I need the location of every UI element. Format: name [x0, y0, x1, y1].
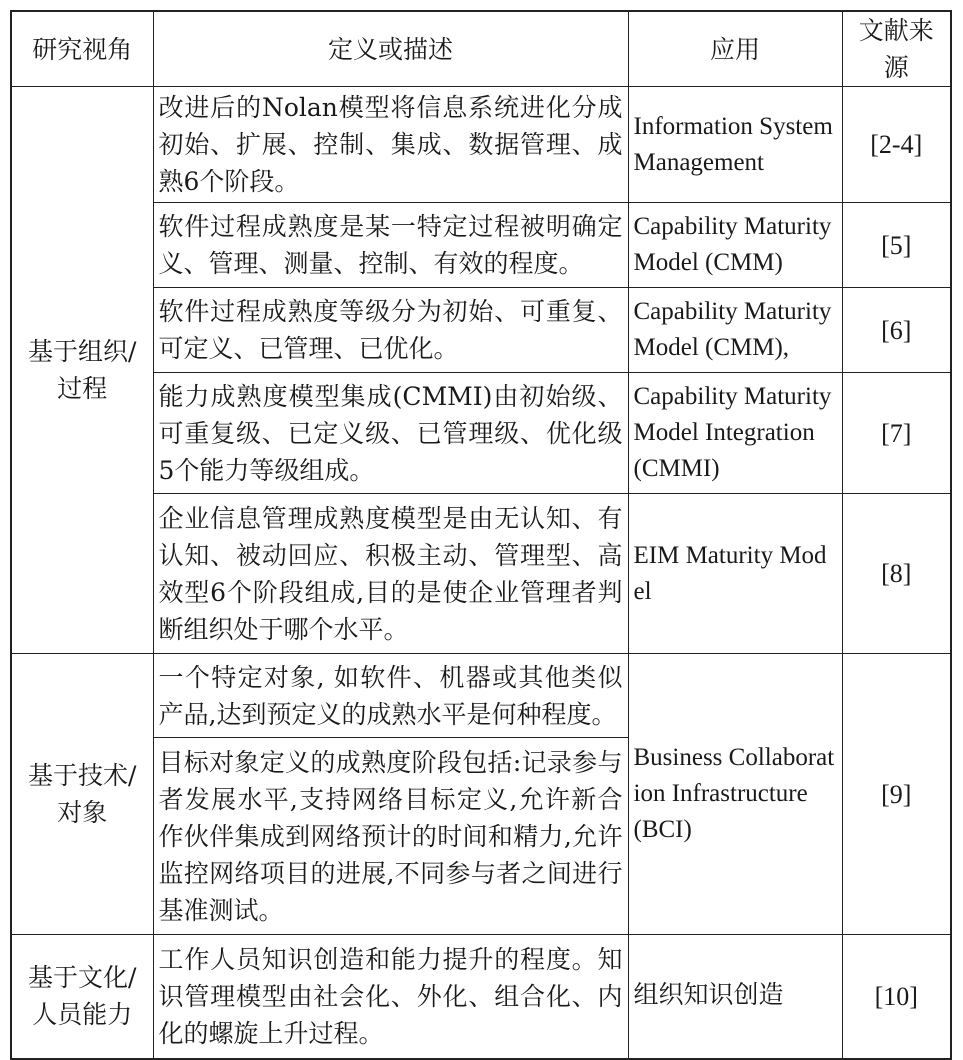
- reference-cell: [2-4]: [842, 87, 951, 203]
- reference-cell: [6]: [842, 288, 951, 373]
- application-cell: Capability Maturity Model (CMM): [628, 203, 842, 288]
- application-cell: Capability Maturity Model Integration (CMMI): [628, 373, 842, 494]
- header-perspective: 研究视角: [11, 11, 153, 87]
- definition-cell: 企业信息管理成熟度模型是由无认知、有认知、被动回应、积极主动、管理型、高效型6个阶段组成,目的是使企业管理者判断组织处于哪个水平。: [153, 494, 628, 654]
- perspective-line: 基于技术/: [28, 761, 137, 790]
- application-cell: EIM Maturity Model: [628, 494, 842, 654]
- definition-cell: 一个特定对象, 如软件、机器或其他类似产品,达到预定义的成熟水平是何种程度。: [153, 654, 628, 738]
- definition-cell: 软件过程成熟度等级分为初始、可重复、可定义、已管理、已优化。: [153, 288, 628, 373]
- header-application: 应用: [628, 11, 842, 87]
- header-reference: 文献来源: [842, 11, 951, 87]
- table-row: [11, 87, 951, 203]
- definition-cell: 软件过程成熟度是某一特定过程被明确定义、管理、测量、控制、有效的程度。: [153, 203, 628, 288]
- reference-cell: [7]: [842, 373, 951, 494]
- perspective-cell-technology: [11, 654, 153, 935]
- application-cell: Capability Maturity Model (CMM),: [628, 288, 842, 373]
- perspective-line: 对象: [57, 798, 108, 827]
- perspective-line: 基于文化/: [28, 963, 137, 993]
- perspective-cell-culture: [11, 935, 153, 1059]
- table-row: [11, 654, 951, 738]
- header-definition: 定义或描述: [153, 11, 628, 87]
- header-row: [11, 11, 951, 87]
- literature-review-table: [10, 10, 952, 1060]
- perspective-cell-organization: [11, 87, 153, 654]
- perspective-line: 人员能力: [32, 1000, 133, 1030]
- definition-cell: 能力成熟度模型集成(CMMI)由初始级、可重复级、已定义级、已管理级、优化级5个能力等级组成。: [153, 373, 628, 494]
- application-cell: 组织知识创造: [628, 935, 842, 1059]
- definition-cell: 改进后的Nolan模型将信息系统进化分成初始、扩展、控制、集成、数据管理、成熟6个阶段。: [153, 87, 628, 203]
- reference-cell: [5]: [842, 203, 951, 288]
- perspective-line: 基于组织/: [28, 337, 137, 366]
- definition-cell: 工作人员知识创造和能力提升的程度。知识管理模型由社会化、外化、组合化、内化的螺旋上升过程。: [153, 935, 628, 1059]
- application-cell: Information System Management: [628, 87, 842, 203]
- perspective-line: 过程: [57, 374, 108, 403]
- definition-cell: 目标对象定义的成熟度阶段包括:记录参与者发展水平,支持网络目标定义,允许新合作伙伴集成到网络预计的时间和精力,允许监控网络项目的进展,不同参与者之间进行基准测试。: [153, 738, 628, 935]
- reference-cell: [10]: [842, 935, 951, 1059]
- reference-cell: [9]: [842, 654, 951, 935]
- application-cell: Business Collaboration Infrastructure (BCI): [628, 654, 842, 935]
- table-row: [11, 935, 951, 1059]
- reference-cell: [8]: [842, 494, 951, 654]
